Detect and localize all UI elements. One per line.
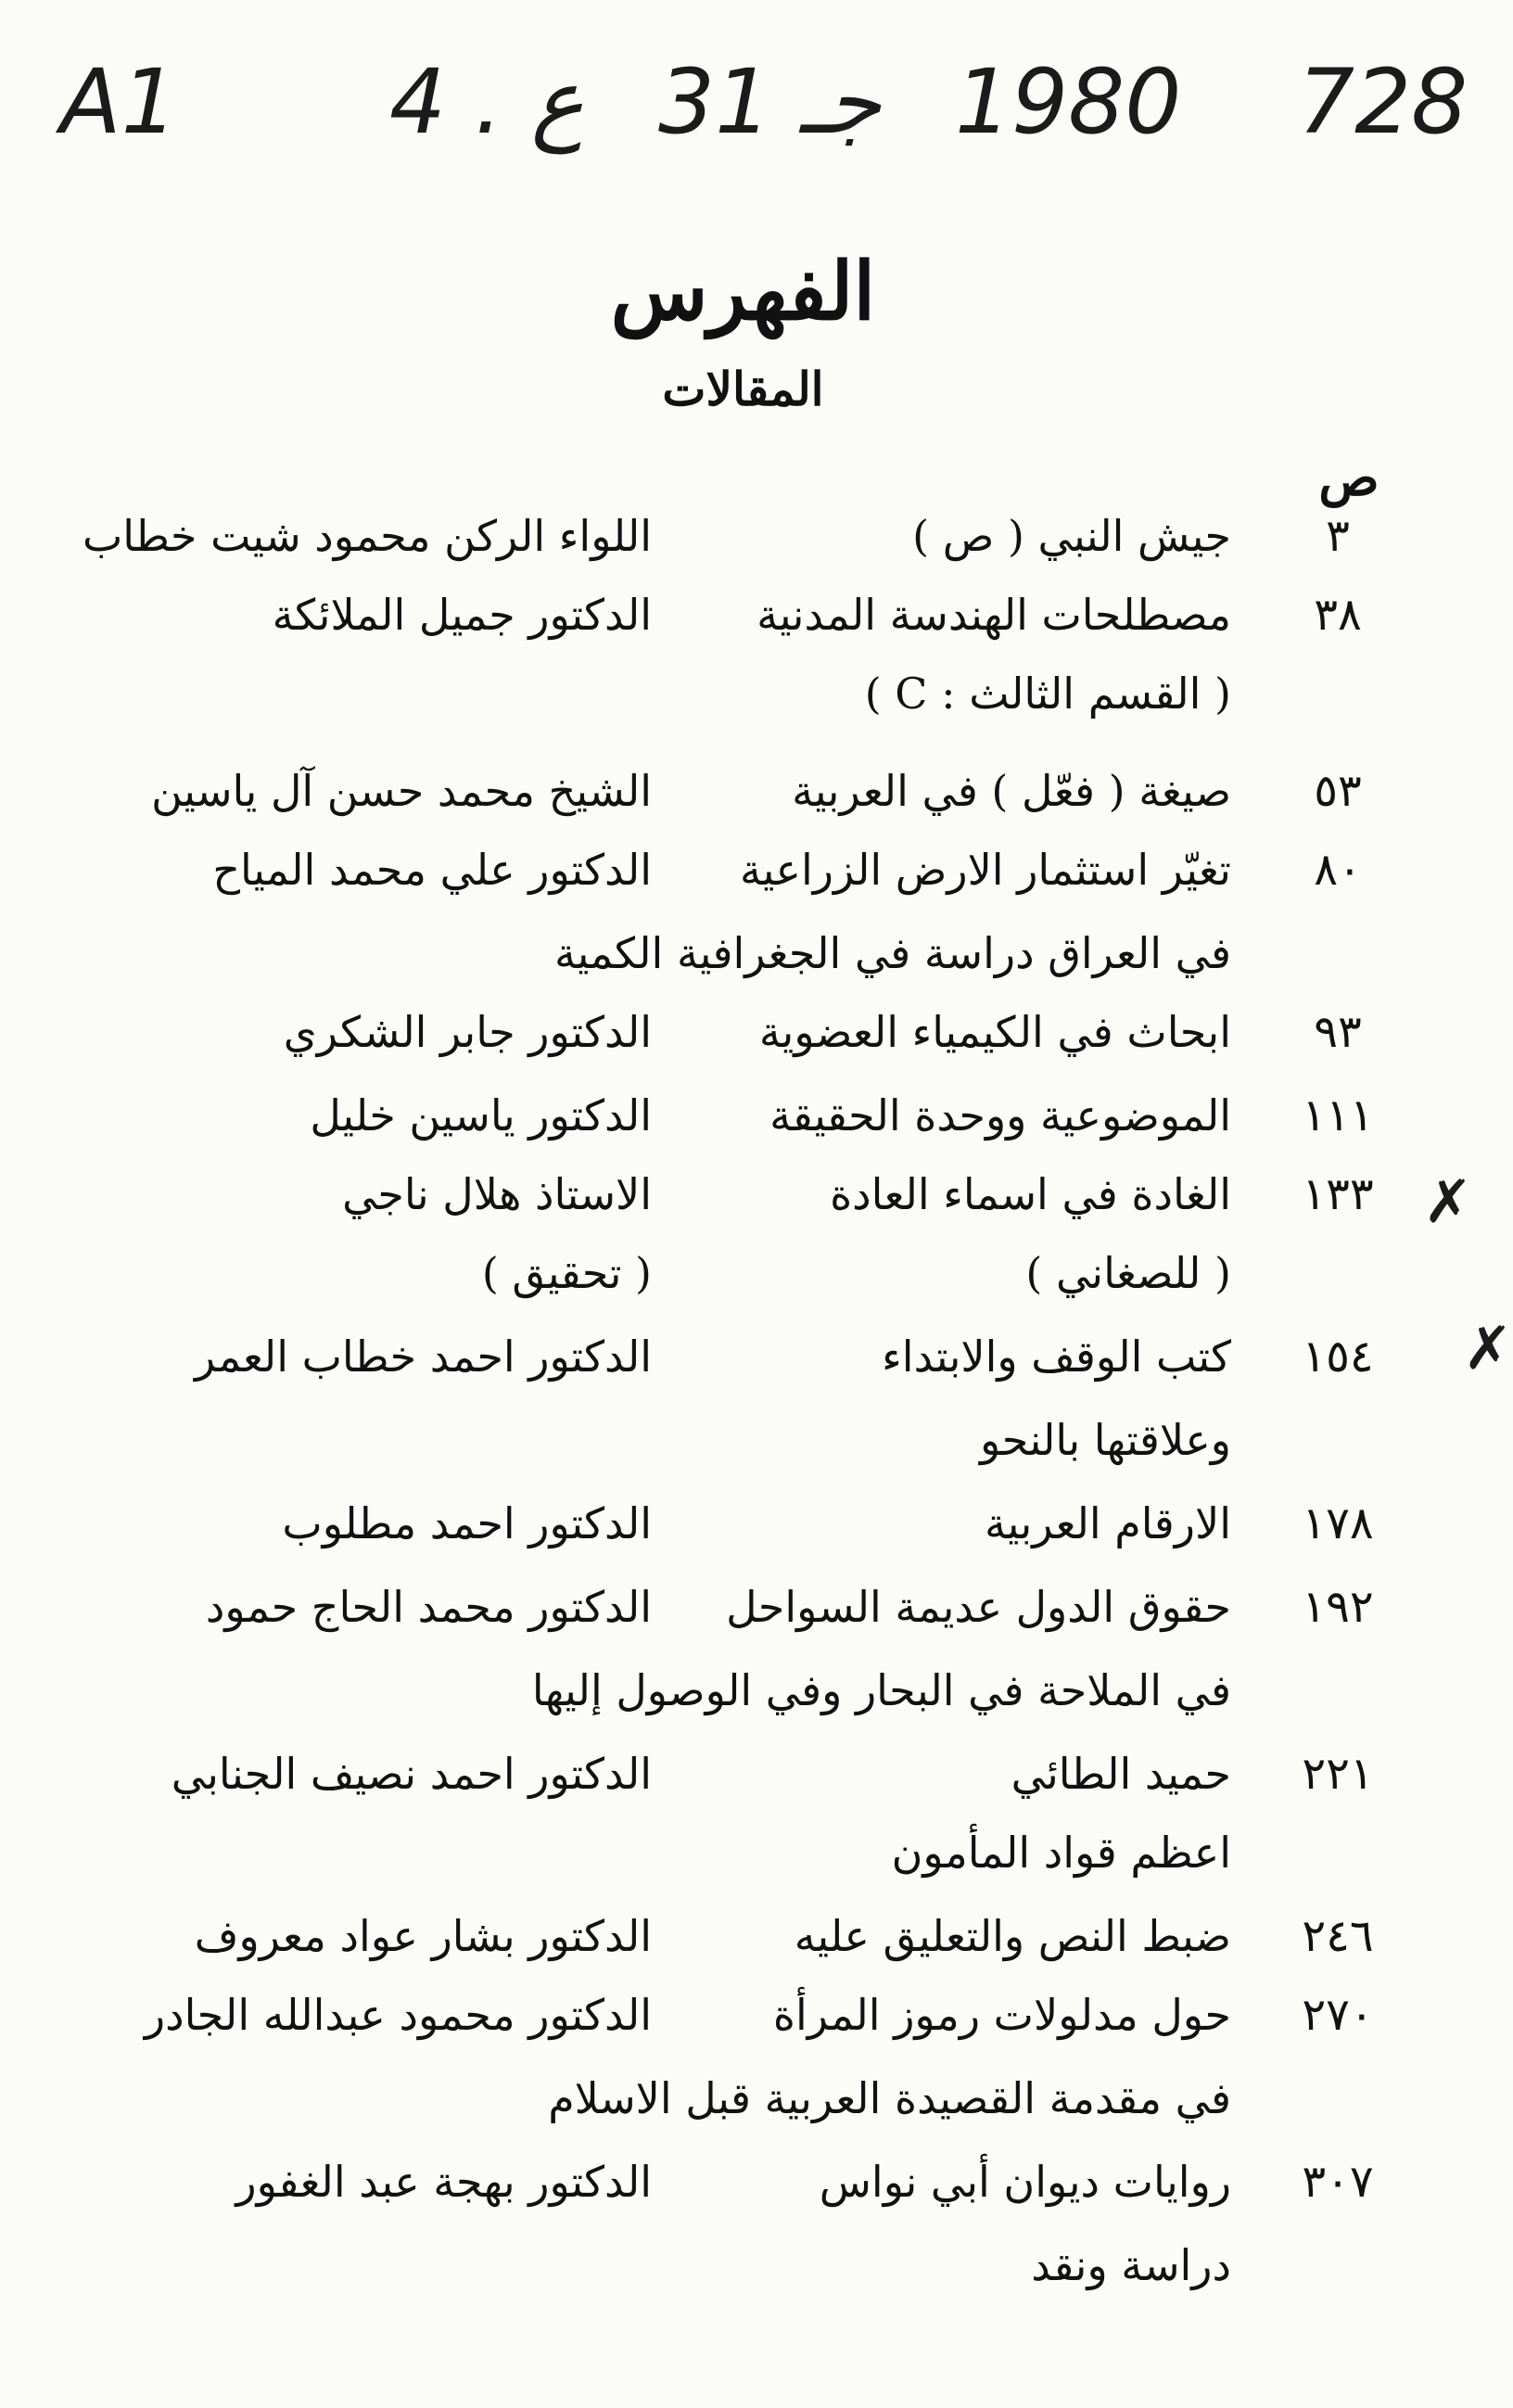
toc-author: الدكتور جميل الملائكة [272, 590, 652, 640]
toc-entry [0, 992, 1486, 1072]
toc-article-title: اعظم قواد المأمون [891, 1828, 1231, 1878]
toc-article-title: حقوق الدول عديمة السواحل [726, 1582, 1231, 1632]
toc-article-title: في مقدمة القصيدة العربية قبل الاسلام [548, 2073, 1231, 2123]
handwritten-a1-note: A1 [60, 50, 178, 154]
toc-entry [0, 2225, 1486, 2305]
toc-entry [0, 1813, 1486, 1892]
toc-entry [0, 751, 1486, 831]
toc-article-title: كتب الوقف والابتداء [882, 1331, 1231, 1382]
toc-article-title: تغيّر استثمار الارض الزراعية [739, 845, 1231, 895]
toc-author: الدكتور محمد الحاج حمود [205, 1582, 652, 1632]
toc-article-title: روايات ديوان أبي نواس [819, 2157, 1231, 2207]
toc-author: الدكتور احمد مطلوب [282, 1498, 652, 1548]
margin-mark-1: ✗ [1423, 1168, 1473, 1237]
toc-article-title: حول مدلولات رموز المرأة [772, 1990, 1231, 2040]
handwritten-issue-note: 31 جـ [658, 50, 882, 154]
toc-page-number: ٣٨ [1314, 589, 1362, 641]
toc-page-number: ٣٠٧ [1302, 2156, 1374, 2208]
toc-page-number: ١٧٨ [1302, 1497, 1374, 1549]
toc-entry [0, 1154, 1486, 1237]
toc-article-title: الموضوعية ووحدة الحقيقة [769, 1090, 1231, 1140]
toc-author: الدكتور بشار عواد معروف [194, 1911, 652, 1961]
toc-page-number: ٣ [1326, 510, 1350, 562]
toc-article-title: الغادة في اسماء العادة [830, 1169, 1231, 1219]
toc-entry [0, 913, 1486, 993]
toc-entry [0, 1650, 1486, 1730]
toc-page-number: ٢٢١ [1302, 1748, 1374, 1800]
toc-entry [0, 1734, 1486, 1814]
toc-article-title: حميد الطائي [1011, 1749, 1231, 1799]
toc-article-title: ابحاث في الكيمياء العضوية [758, 1007, 1231, 1057]
margin-mark-2: ✗ [1463, 1315, 1513, 1383]
toc-entry [0, 575, 1486, 655]
toc-author: اللواء الركن محمود شيت خطاب [82, 511, 652, 561]
toc-page-number: ٩٣ [1314, 1006, 1362, 1058]
toc-page-number: ١٥٤ [1302, 1331, 1374, 1382]
toc-article-title: صيغة ( فعّل ) في العربية [792, 766, 1231, 816]
toc-entry [0, 830, 1486, 910]
toc-article-title: الارقام العربية [984, 1498, 1231, 1548]
toc-entry [0, 2058, 1486, 2138]
toc-author: الدكتور محمود عبدالله الجادر [144, 1990, 652, 2040]
toc-entry [0, 1233, 1486, 1313]
toc-author: ( تحقيق ) [481, 1248, 652, 1298]
toc-entry [0, 1975, 1486, 2055]
toc-author: الدكتور ياسين خليل [310, 1090, 652, 1140]
toc-article-title: وعلاقتها بالنحو [980, 1415, 1231, 1465]
toc-article-title: مصطلحات الهندسة المدنية [756, 590, 1231, 640]
toc-author: الدكتور جابر الشكري [283, 1007, 652, 1057]
toc-entry [0, 1484, 1486, 1563]
toc-entry [0, 1567, 1486, 1647]
toc-article-title: دراسة ونقد [1031, 2240, 1231, 2290]
toc-article-title: ضبط النص والتعليق عليه [794, 1911, 1231, 1961]
handwritten-code-note: 728 [1298, 50, 1468, 154]
toc-entry [0, 2142, 1486, 2222]
toc-author: الاستاذ هلال ناجي [342, 1169, 652, 1219]
page-column-header: ص [1318, 448, 1380, 507]
toc-page-number: ١١١ [1302, 1089, 1374, 1141]
toc-entry [0, 654, 1486, 733]
section-subtitle: المقالات [662, 362, 824, 416]
toc-entry [0, 496, 1486, 576]
toc-entry [0, 1896, 1486, 1976]
toc-page-number: ٥٣ [1314, 765, 1362, 817]
toc-entry [0, 1317, 1486, 1396]
handwritten-volume-note: 4 . ع [389, 50, 584, 154]
toc-article-title: في العراق دراسة في الجغرافية الكمية [553, 928, 1231, 978]
toc-author: الدكتور احمد خطاب العمر [195, 1331, 652, 1382]
toc-page-number: ٢٤٦ [1302, 1910, 1374, 1962]
toc-author: الشيخ محمد حسن آل ياسين [151, 766, 652, 816]
toc-author: الدكتور علي محمد المياح [212, 845, 652, 895]
toc-entry [0, 1076, 1486, 1155]
page-title: الفهرس [610, 245, 876, 338]
toc-article-title: ( القسم الثالث : C ) [864, 669, 1231, 719]
handwritten-year-note: 1980 [955, 50, 1182, 154]
toc-author: الدكتور بهجة عبد الغفور [235, 2157, 652, 2207]
toc-page-number: ٨٠ [1314, 844, 1362, 896]
toc-page-number: ١٣٣ [1302, 1168, 1374, 1220]
toc-author: الدكتور احمد نصيف الجنابي [171, 1749, 652, 1799]
toc-article-title: جيش النبي ( ص ) [912, 511, 1231, 561]
toc-article-title: في الملاحة في البحار وفي الوصول إليها [531, 1665, 1231, 1715]
toc-page-number: ٢٧٠ [1302, 1989, 1374, 2041]
toc-article-title: ( للصغاني ) [1025, 1248, 1231, 1298]
toc-page-number: ١٩٢ [1302, 1581, 1374, 1633]
toc-entry [0, 1400, 1486, 1480]
